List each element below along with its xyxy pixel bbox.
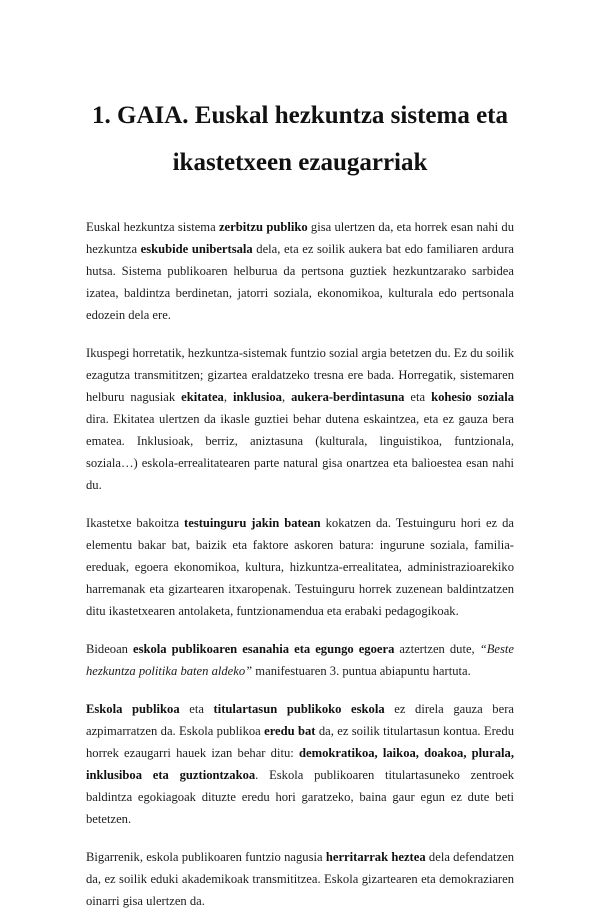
text-run: aztertzen dute, [394, 642, 480, 656]
text-run: Euskal hezkuntza sistema [86, 220, 219, 234]
paragraph [86, 846, 514, 912]
text-run: eta [179, 702, 214, 716]
bold-term: Eskola publikoa [86, 702, 180, 716]
page-title: 1. GAIA. Euskal hezkuntza sistema eta ikastetxeen ezaugarriak [92, 102, 508, 176]
text-run: manifestuaren 3. puntua abiapuntu hartuta. [252, 664, 471, 678]
bold-term: eskola publikoaren esanahia eta egungo egoera [133, 642, 395, 656]
text-run: dela defendatzen da, ez soilik eduki akademikoak transmititzea. Eskola gizartearen eta demokraziaren oinarri gisa ulertzen da. [86, 850, 515, 908]
paragraph [86, 512, 514, 622]
text-run: , [223, 390, 233, 404]
text-run: eta [404, 390, 432, 404]
text-run: da, ez soilik titulartasun kontua. Eredu horrek ezaugarri hauek izan behar ditu: [86, 724, 514, 760]
paragraph [86, 216, 514, 326]
paragraph [86, 638, 514, 682]
bold-term: testuinguru jakin batean [184, 516, 321, 530]
italic-quote: “Beste hezkuntza politika baten aldeko” [86, 642, 515, 678]
bold-term: aukera-berdintasuna [291, 390, 405, 404]
text-run: dela, eta ez soilik aukera bat edo familiaren ardura hutsa. Sistema publikoaren helburua da pertsona guztiek hezkuntzarako sarbidea izatea, baldintza berdinetan, jatorri soziala, ekonomikoa, kulturala edo pertsonala edozein dela ere. [86, 242, 514, 322]
text-run: dira. Ekitatea ulertzen da ikasle guztiei behar dutena eskaintzea, eta ez gauza bera ematea. Inklusioak, berriz, aniztasuna (kulturala, linguistikoa, funtzionala, soziala…) eskola-errealitatearen parte natural gisa onartzea eta balioestea esan nahi du. [86, 412, 514, 492]
body-text [86, 216, 514, 912]
paragraph [86, 342, 514, 496]
bold-term: zerbitzu publiko [218, 220, 308, 234]
text-run: Bideoan [86, 642, 133, 656]
text-run: , [281, 390, 292, 404]
bold-term: eredu bat [264, 724, 316, 738]
text-run: gisa ulertzen da, eta horrek esan nahi du hezkuntza [86, 220, 515, 256]
bold-term: titulartasun publikoko eskola [213, 702, 385, 716]
bold-term: demokratikoa, laikoa, doakoa, plurala, inklusiboa eta guztiontzakoa [86, 746, 514, 782]
bold-term: kohesio soziala [431, 390, 514, 404]
bold-term: herritarrak heztea [325, 850, 426, 864]
text-run: Ikuspegi horretatik, hezkuntza-sistemak funtzio sozial argia betetzen du. Ez du soilik ezagutza transmititzen; gizartea eraldatzeko tresna ere bada. Horregatik, sistemaren helburu nagusiak [86, 346, 514, 404]
bold-term: eskubide unibertsala [140, 242, 253, 256]
text-run: Ikastetxe bakoitza [86, 516, 185, 530]
text-run: . Eskola publikoaren titulartasuneko zentroek baldintza egokiagoak dituzte eredu hori garatzeko, baina gaur egun ez dute beti betetzen. [86, 768, 514, 826]
text-run: kokatzen da. Testuinguru hori ez da elementu bakar bat, baizik eta faktore askoren batura: ingurune soziala, familia-ereduak, egoera ekonomikoa, kultura, hizkuntza-errealitatea, administrazioarekiko harremanak eta gizartearen itxaropenak. Testuinguru horrek zuzenean baldintzatzen ditu ikastetxearen antolaketa, funtzionamendua eta erabaki pedagogikoak. [86, 516, 514, 618]
text-run: ez direla gauza bera azpimarratzen da. Eskola publikoa [86, 702, 514, 738]
paragraph [86, 698, 514, 830]
bold-term: inklusioa [232, 390, 282, 404]
text-run: Bigarrenik, eskola publikoaren funtzio nagusia [86, 850, 326, 864]
bold-term: ekitatea [181, 390, 224, 404]
